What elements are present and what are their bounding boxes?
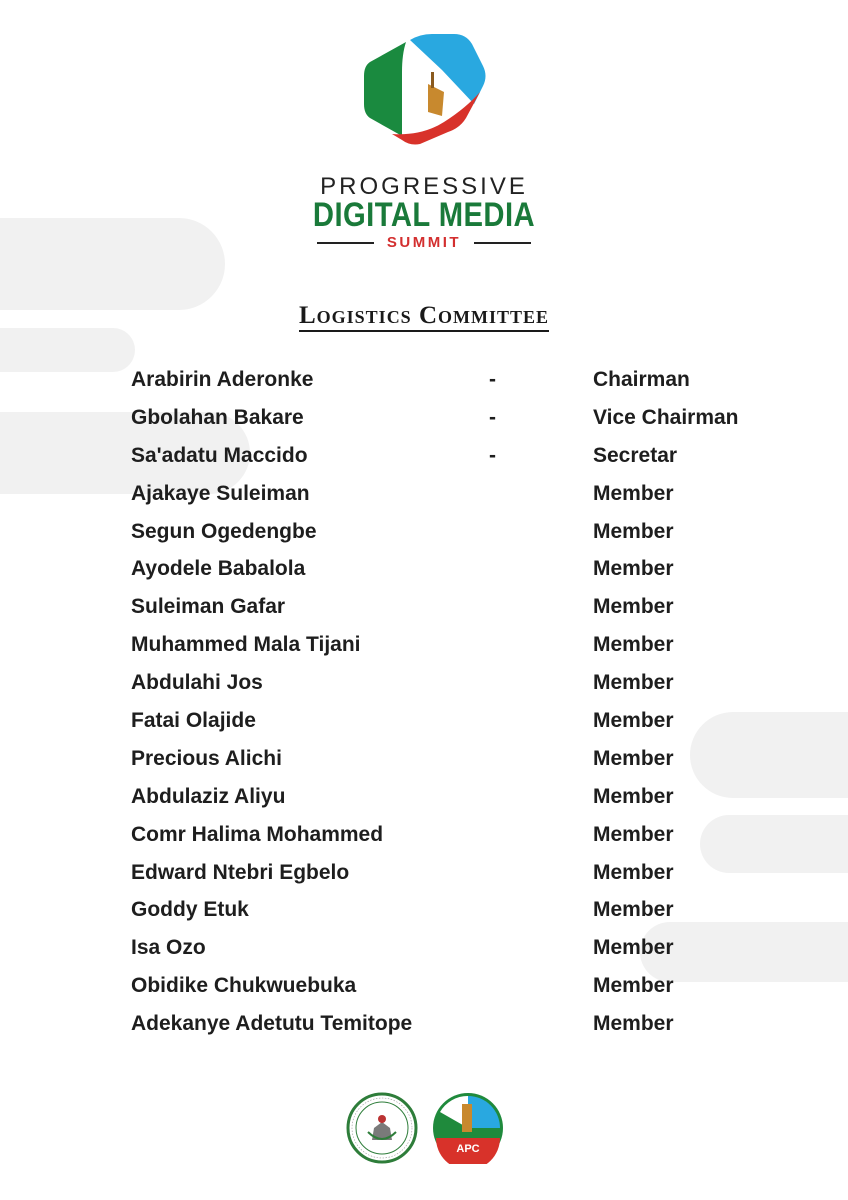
member-name: Suleiman Gafar <box>131 595 286 619</box>
member-role: Member <box>593 784 674 808</box>
member-name: Abdulaziz Aliyu <box>131 784 286 808</box>
list-item <box>131 516 771 554</box>
committee-roster <box>131 364 771 1046</box>
member-role: Member <box>593 595 674 619</box>
divider-line <box>474 242 531 244</box>
member-role: Member <box>593 746 674 770</box>
member-role: Member <box>593 671 674 695</box>
apc-logo-icon <box>432 1092 504 1164</box>
list-item <box>131 1008 771 1046</box>
page-title <box>0 302 848 330</box>
list-item <box>131 402 771 440</box>
member-name: Segun Ogedengbe <box>131 519 317 543</box>
list-item <box>131 364 771 402</box>
member-name: Ajakaye Suleiman <box>131 481 310 505</box>
summit-logo-icon <box>362 32 486 146</box>
member-name: Muhammed Mala Tijani <box>131 633 361 657</box>
list-item <box>131 440 771 478</box>
member-role: Member <box>593 860 674 884</box>
list-item <box>131 894 771 932</box>
member-role: Member <box>593 974 674 998</box>
member-name: Adekanye Adetutu Temitope <box>131 1012 413 1036</box>
member-name: Goddy Etuk <box>131 898 249 922</box>
apc-logo-text: APC <box>456 1143 480 1155</box>
member-role: Member <box>593 1012 674 1036</box>
member-name: Gbolahan Bakare <box>131 405 304 429</box>
member-role: Member <box>593 822 674 846</box>
member-name: Edward Ntebri Egbelo <box>131 860 350 884</box>
brand-title-main: DIGITAL MEDIA <box>312 196 536 234</box>
member-name: Precious Alichi <box>131 746 282 770</box>
presidential-seal-icon <box>346 1092 418 1164</box>
member-name: Sa'adatu Maccido <box>131 443 308 467</box>
list-item <box>131 705 771 743</box>
member-name: Isa Ozo <box>131 936 206 960</box>
list-item <box>131 781 771 819</box>
member-name: Fatai Olajide <box>131 709 256 733</box>
member-role: Member <box>593 633 674 657</box>
member-role: Member <box>593 936 674 960</box>
member-name: Ayodele Babalola <box>131 557 306 581</box>
member-role: Member <box>593 557 674 581</box>
list-item <box>131 819 771 857</box>
list-item <box>131 478 771 516</box>
divider-line <box>317 242 374 244</box>
member-separator: - <box>489 368 496 391</box>
list-item <box>131 743 771 781</box>
member-role: Member <box>593 709 674 733</box>
member-role: Member <box>593 898 674 922</box>
list-item <box>131 667 771 705</box>
page-title-text: Logistics Committee <box>299 302 549 332</box>
list-item <box>131 932 771 970</box>
member-role: Chairman <box>593 368 690 391</box>
member-name: Obidike Chukwuebuka <box>131 974 357 998</box>
brand-subtitle-text: SUMMIT <box>386 234 462 252</box>
member-name: Arabirin Aderonke <box>131 368 314 391</box>
list-item <box>131 857 771 895</box>
brand-title-top: PROGRESSIVE <box>320 173 528 200</box>
list-item <box>131 970 771 1008</box>
member-separator: - <box>489 405 496 429</box>
list-item <box>131 553 771 591</box>
member-role: Member <box>593 519 674 543</box>
member-separator: - <box>489 443 496 467</box>
brand-subtitle <box>0 234 848 254</box>
list-item <box>131 591 771 629</box>
member-role: Vice Chairman <box>593 405 739 429</box>
member-name: Abdulahi Jos <box>131 671 263 695</box>
list-item <box>131 629 771 667</box>
member-role: Member <box>593 481 674 505</box>
member-name: Comr Halima Mohammed <box>131 822 384 846</box>
member-role: Secretar <box>593 443 678 467</box>
background-pill <box>0 328 135 372</box>
